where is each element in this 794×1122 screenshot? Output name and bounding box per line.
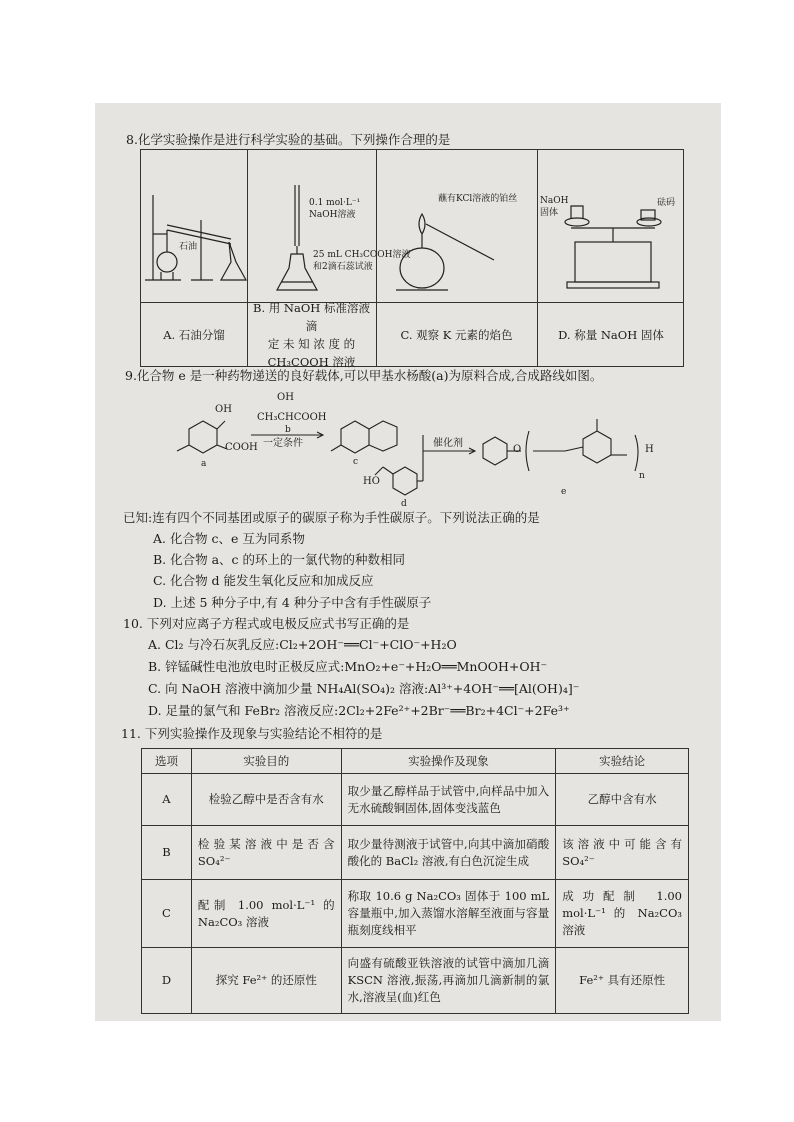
balance-apparatus-icon <box>537 150 685 302</box>
q9-synthesis-scheme <box>165 391 675 509</box>
q9-option-c: C. 化合物 d 能发生氧化反应和加成反应 <box>153 573 374 588</box>
row-purpose: 检验某溶液中是否含 SO₄²⁻ <box>191 826 341 880</box>
q9-known: 已知:连有四个不同基团或原子的碳原子称为手性碳原子。下列说法正确的是 <box>123 510 540 525</box>
row-operation: 取少量乙醇样品于试管中,向样品中加入无水硫酸铜固体,固体变浅蓝色 <box>341 774 556 826</box>
titration-apparatus-icon <box>247 150 376 302</box>
naoh-label: NaOH <box>540 196 569 206</box>
analyte-label: 25 mL CH₃COOH溶液 <box>313 250 411 260</box>
q8-figure-d <box>537 150 685 302</box>
q8-options-table <box>140 149 684 367</box>
q9-option-a: A. 化合物 c、e 互为同系物 <box>153 531 305 546</box>
q11-stem: 11. 下列实验操作及现象与实验结论不相符的是 <box>121 726 383 741</box>
q10-option-b: B. 锌锰碱性电池放电时正极反应式:MnO₂+e⁻+H₂O══MnOOH+OH⁻ <box>148 659 548 674</box>
table-row <box>142 948 689 1014</box>
q10-stem: 10. 下列对应离子方程式或电极反应式书写正确的是 <box>123 616 410 631</box>
row-conclusion: 成功配制 1.00 mol·L⁻¹ 的 Na₂CO₃ 溶液 <box>556 880 689 948</box>
solid-label: 固体 <box>540 208 559 218</box>
q8-option-b-line3: CH₃COOH 溶液 <box>267 355 356 369</box>
table-row <box>142 880 689 948</box>
q10-option-d: D. 足量的氯气和 FeBr₂ 溶液反应:2Cl₂+2Fe²⁺+2Br⁻══Br₂+4Cl⁻+2Fe³⁺ <box>148 703 570 718</box>
platinum-wire-label: 蘸有KCl溶液的铂丝 <box>438 194 518 204</box>
n-label: n <box>639 471 645 481</box>
titrant-label: NaOH溶液 <box>309 210 356 220</box>
label-c: c <box>353 457 359 467</box>
header-operation: 实验操作及现象 <box>341 749 556 774</box>
row-conclusion: 该溶液中可能含有 SO₄²⁻ <box>556 826 689 880</box>
h-end-label: H <box>645 444 654 455</box>
row-conclusion: 乙醇中含有水 <box>556 774 689 826</box>
q8-option-b-line2: 定 未 知 浓 度 的 <box>267 337 356 351</box>
row-option: A <box>142 774 192 826</box>
label-d: d <box>401 499 407 509</box>
row-operation: 取少量待测液于试管中,向其中滴加硝酸酸化的 BaCl₂ 溶液,有白色沉淀生成 <box>341 826 556 880</box>
reagent-oh: OH <box>277 392 294 403</box>
indicator-label: 和2滴石蕊试液 <box>313 262 373 272</box>
row-purpose: 检验乙醇中是否含有水 <box>191 774 341 826</box>
label-a: a <box>201 459 207 469</box>
q8-stem: 8.化学实验操作是进行科学实验的基础。下列操作合理的是 <box>126 132 451 147</box>
table-header-row <box>142 749 689 774</box>
ho-label-d: HO <box>363 476 380 487</box>
row-conclusion: Fe²⁺ 具有还原性 <box>556 948 689 1014</box>
row-option: B <box>142 826 192 880</box>
q8-option-b-line1: B. 用 NaOH 标准溶液滴 <box>253 301 370 333</box>
q9-option-b: B. 化合物 a、c 的环上的一氯代物的种数相同 <box>153 552 406 567</box>
row-operation: 称取 10.6 g Na₂CO₃ 固体于 100 mL 容量瓶中,加入蒸馏水溶解至液面与容量瓶刻度线相平 <box>341 880 556 948</box>
header-conclusion: 实验结论 <box>556 749 689 774</box>
header-purpose: 实验目的 <box>191 749 341 774</box>
label-e: e <box>561 487 567 497</box>
weights-label: 砝码 <box>657 198 676 208</box>
q10-option-a: A. Cl₂ 与冷石灰乳反应:Cl₂+2OH⁻══Cl⁻+ClO⁻+H₂O <box>148 637 457 652</box>
ester-o-label: O <box>513 444 522 455</box>
q8-option-a: A. 石油分馏 <box>163 328 225 342</box>
flame-test-apparatus-icon <box>376 150 537 302</box>
distillation-apparatus-icon <box>141 150 247 302</box>
table-row <box>142 774 689 826</box>
q8-option-d: D. 称量 NaOH 固体 <box>558 328 664 342</box>
row-option: D <box>142 948 192 1014</box>
q9-option-d: D. 上述 5 种分子中,有 4 种分子中含有手性碳原子 <box>153 595 432 610</box>
row-option: C <box>142 880 192 948</box>
row-purpose: 探究 Fe²⁺ 的还原性 <box>191 948 341 1014</box>
catalyst-label: 催化剂 <box>433 438 463 449</box>
reagent-lactic-acid: CH₃CHCOOH <box>257 412 327 423</box>
row-purpose: 配制 1.00 mol·L⁻¹ 的 Na₂CO₃ 溶液 <box>191 880 341 948</box>
header-option: 选项 <box>142 749 192 774</box>
q10-option-c: C. 向 NaOH 溶液中滴加少量 NH₄Al(SO₄)₂ 溶液:Al³⁺+4OH⁻══[Al(OH)₄]⁻ <box>148 681 580 696</box>
reagent-b-label: b <box>285 425 291 435</box>
exam-sheet <box>95 103 721 1021</box>
titrant-conc-label: 0.1 mol·L⁻¹ <box>309 198 361 208</box>
q9-stem: 9.化合物 e 是一种药物递送的良好载体,可以甲基水杨酸(a)为原料合成,合成路线如图。 <box>125 368 603 383</box>
oil-label: 石油 <box>179 242 198 252</box>
q11-experiment-table <box>141 748 689 1014</box>
row-operation: 向盛有硫酸亚铁溶液的试管中滴加几滴 KSCN 溶液,振荡,再滴加几滴新制的氯水,溶液呈(血)红色 <box>341 948 556 1014</box>
q8-figure-b <box>247 150 411 302</box>
q8-option-c: C. 观察 K 元素的焰色 <box>400 328 513 342</box>
table-row <box>142 826 689 880</box>
q8-figure-c <box>376 150 537 302</box>
cooh-label-a: COOH <box>225 442 258 453</box>
reaction-condition: 一定条件 <box>263 438 303 449</box>
q8-figure-a <box>141 150 247 302</box>
oh-label-a: OH <box>215 404 232 415</box>
q8-option-b <box>247 301 376 369</box>
